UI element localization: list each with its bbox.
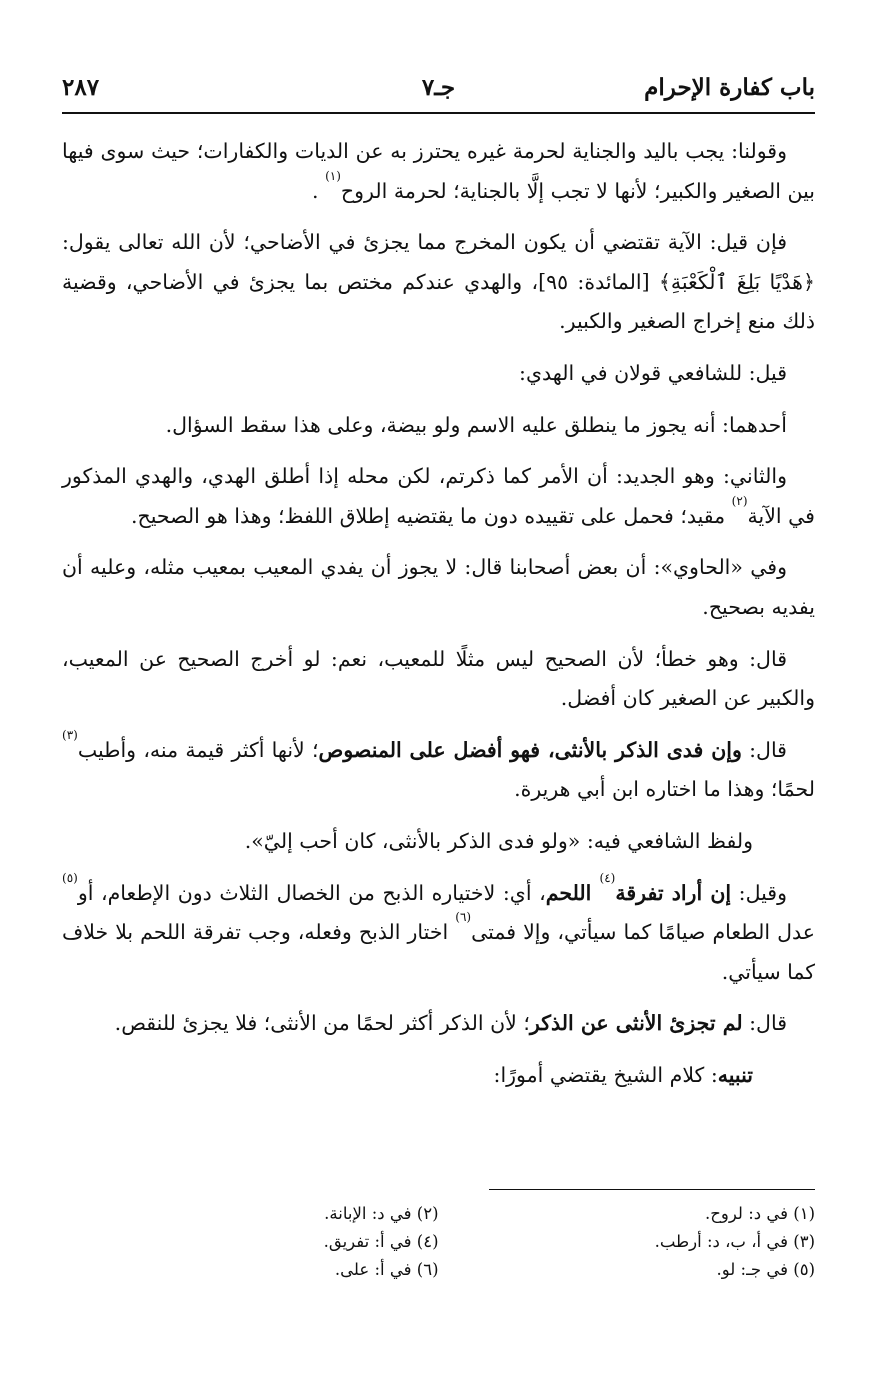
footnote: (٤) في أ: تفريق. [323,1232,439,1251]
paragraph [62,1056,815,1096]
footnote: (٣) في أ، ب، د: أرطب. [654,1232,815,1251]
footnote-row [62,1200,815,1228]
footnote-ref: (٦) [455,910,472,925]
text-run: ؛ لأن الذكر أكثر لحمًا من الأنثى؛ فلا يجزئ للنقص. [114,1011,530,1036]
footnotes [62,1200,815,1284]
paragraph [62,727,815,810]
paragraph [62,223,815,342]
text-run: قال: [741,737,787,762]
chapter-title: باب كفارة الإحرام [644,74,815,101]
footnote: (٥) في جـ: لو. [716,1260,815,1279]
footnote-ref: (٣) [62,727,78,742]
text-run: ولفظ الشافعي فيه: «ولو فدى الذكر بالأنثى، كان أحب إليّ». [244,828,753,853]
footnote-separator [489,1189,815,1190]
bold-text: لم تجزئ الأنثى عن الذكر [529,1011,743,1036]
footnote: (٢) في د: الإبانة. [324,1204,439,1223]
footnote-ref: (٥) [62,870,78,885]
text-run: مقيد؛ فحمل على تقييده دون ما يقتضيه إطلاق اللفظ؛ وهذا هو الصحيح. [130,503,732,528]
text-run: أحدهما: أنه يجوز ما ينطلق عليه الاسم ولو بيضة، وعلى هذا سقط السؤال. [165,412,787,437]
text-run: . [312,178,326,203]
bold-text: إن أراد تفرقة [615,880,732,905]
page-number: ٢٨٧ [62,74,100,101]
text-run: : كلام الشيخ يقتضي أمورًا: [493,1062,718,1087]
text-run: وقولنا: يجب باليد والجناية لحرمة غيره يحترز به عن الديات والكفارات؛ حيث سوى فيها بين الصغير والكبير؛ لأنها لا تجب إلَّا بالجناية؛ لحرمة الروح [62,139,815,203]
bold-text: وإن فدى الذكر بالأنثى، فهو أفضل على المنصوص [318,737,742,762]
paragraph [62,548,815,627]
text-run: اختار الذبح وفعله، وجب تفرقة اللحم بلا خلاف كما سيأتي. [62,920,815,984]
running-header [62,68,815,108]
paragraph [62,1004,815,1044]
paragraph [62,457,815,536]
paragraph [62,640,815,719]
main-text [62,132,815,1107]
text-run: وقيل: [731,880,788,905]
text-run: والثاني: وهو الجديد: أن الأمر كما ذكرتم، لكن محله إذا أطلق الهدي، والهدي المذكور في الآية [62,464,815,528]
text-run: وفي «الحاوي»: أن بعض أصحابنا قال: لا يجوز أن يفدي المعيب بمعيب مثله، وعليه أن يفديه بصحيح. [62,555,815,619]
paragraph [62,870,815,993]
footnote: (١) في د: لروح. [704,1204,815,1223]
text-run: فإن قيل: الآية تقتضي أن يكون المخرج مما يجزئ في الأضاحي؛ لأن الله تعالى يقول: ﴿هَدْيًا بَلِغَ ٱلْكَعْبَةِ﴾ [المائدة: ٩٥]، والهدي عندكم مختص بما يجزئ في الأضاحي، وقضية ذلك منع إخراج الصغير والكبير. [62,230,816,334]
footnote-ref: (٢) [731,493,748,508]
header-rule [62,112,815,114]
footnote-ref: (١) [325,168,341,183]
footnote-row [62,1228,815,1256]
paragraph [62,406,815,446]
bold-text: اللحم [545,880,600,905]
text-run: قال: [742,1011,787,1036]
paragraph [62,354,815,394]
text-run: قال: وهو خطأ؛ لأن الصحيح ليس مثلًا للمعيب، نعم: لو أخرج الصحيح عن المعيب، والكبير عن الصغير كان أفضل. [62,646,815,711]
text-run: لحمًا؛ وهذا ما اختاره ابن أبي هريرة. [514,777,815,802]
text-run: ؛ لأنها أكثر قيمة منه، وأطيب [77,737,319,762]
volume-label: جـ٧ [421,74,456,101]
paragraph [62,132,815,211]
bold-text: تنبيه [717,1062,753,1087]
footnote: (٦) في أ: على. [334,1260,439,1279]
text-run: قيل: للشافعي قولان في الهدي: [519,360,787,385]
text-run: ، أي: لاختياره الذبح من الخصال الثلاث دون الإطعام، أو [77,880,546,905]
footnote-ref: (٤) [599,870,616,885]
footnote-row [62,1256,815,1284]
text-run: عدل الطعام صيامًا كما سيأتي، وإلا فمتى [471,920,815,945]
paragraph [62,822,815,862]
